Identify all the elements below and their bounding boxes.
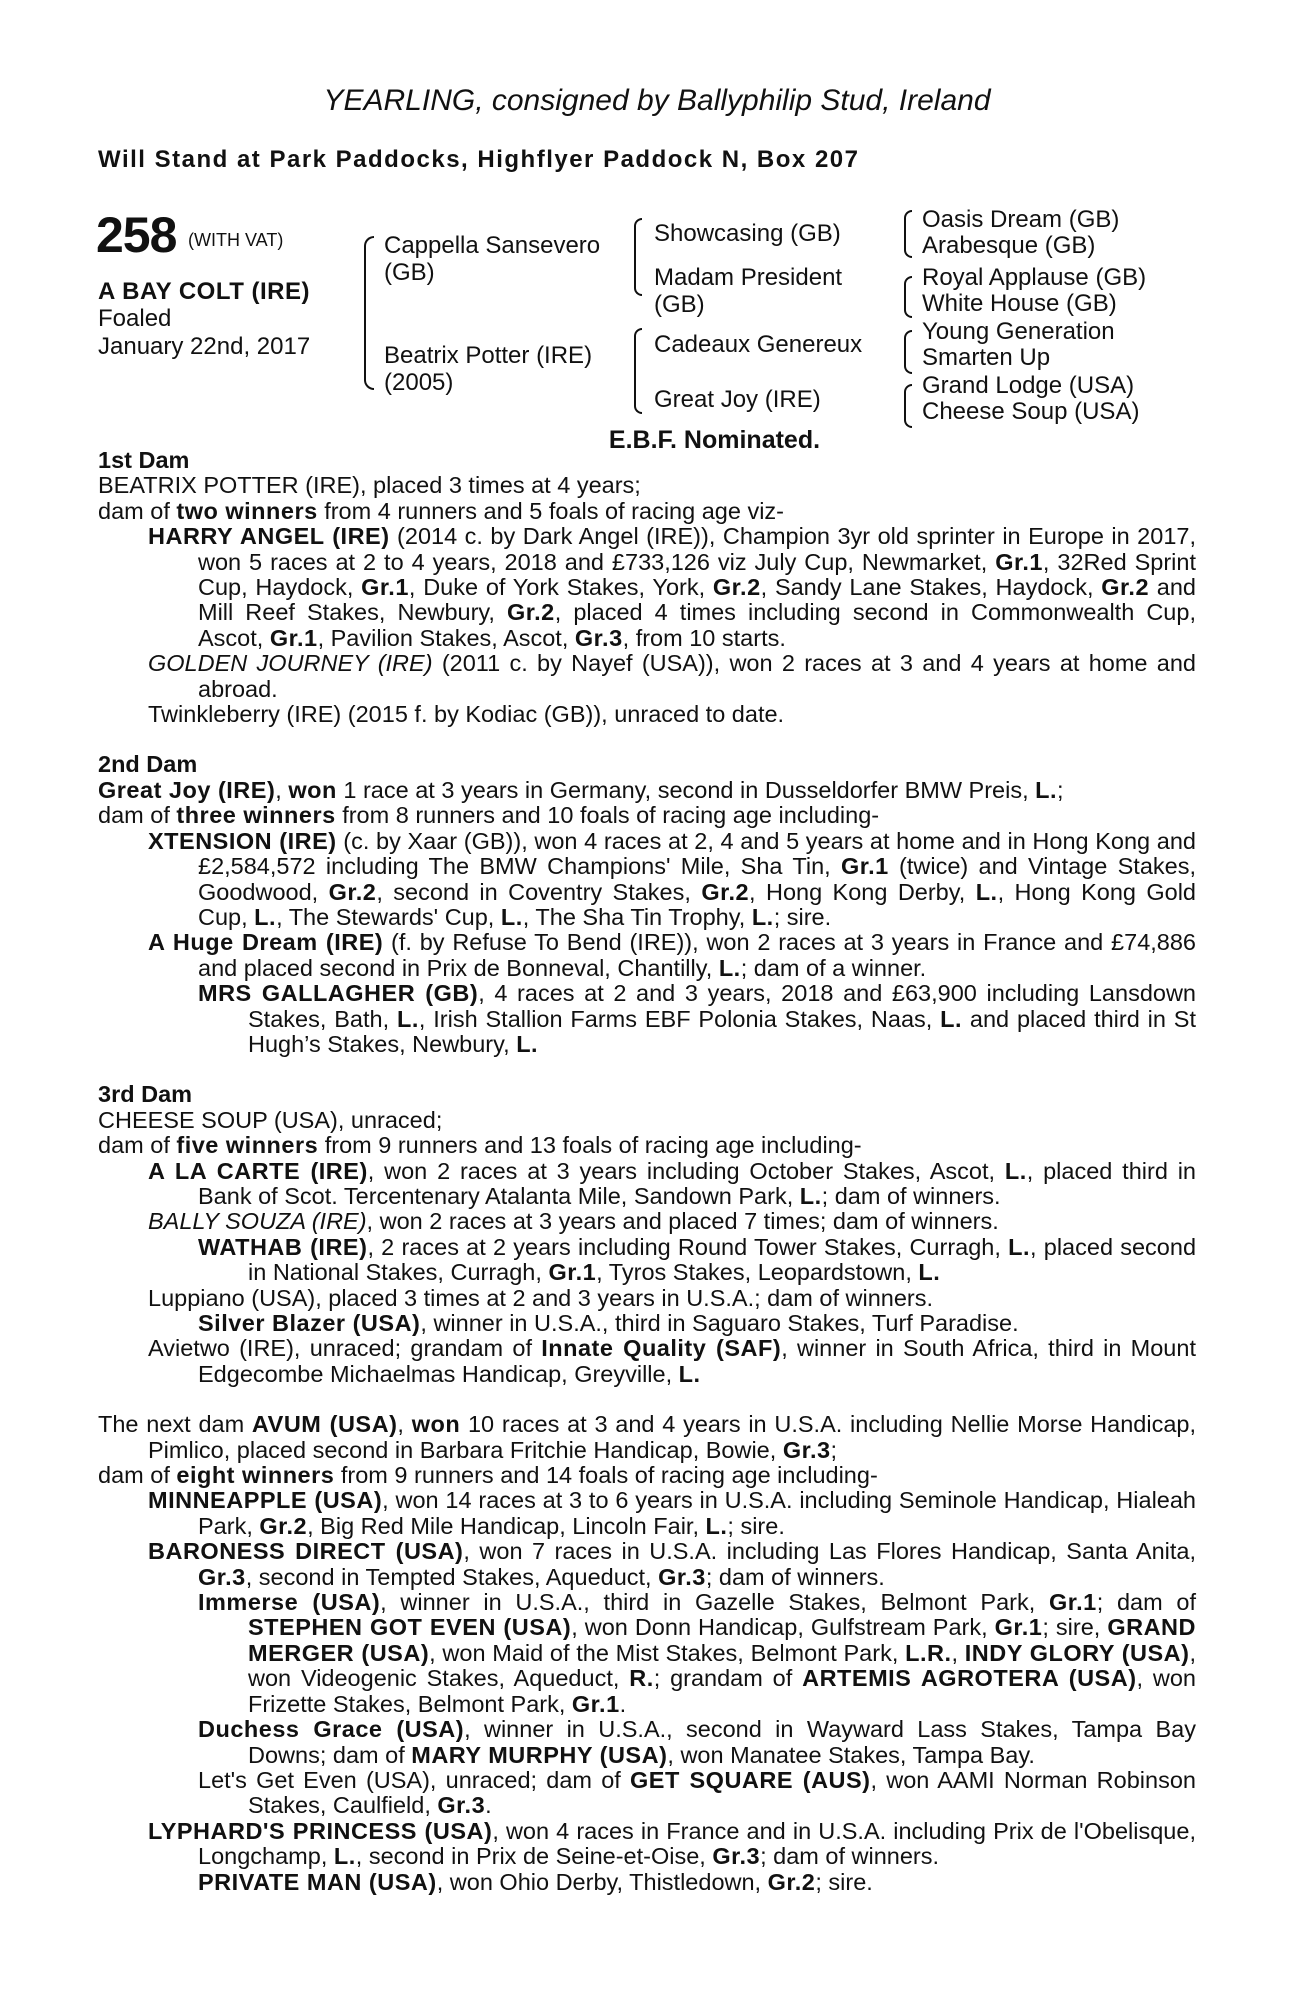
pedigree-dam xyxy=(384,342,592,396)
pedigree-g6: Smarten Up xyxy=(922,344,1051,371)
foaled-date: January 22nd, 2017 xyxy=(98,333,311,360)
pedigree-g2: Arabesque (GB) xyxy=(922,232,1096,259)
vat-label: (WITH VAT) xyxy=(188,230,284,250)
produce-entry: HARRY ANGEL (IRE) (2014 c. by Dark Angel (IRE)), Champion 3yr old sprinter in Europe in 2017, won 5 races at 2 to 4 years, 2018 and £733,126 viz July Cup, Newmarket, Gr.1, 32Red Sprint Cup, Haydock, Gr.1, Duke of York Stakes, York, Gr.2, Sandy Lane Stakes, Haydock, Gr.2 and Mill Reef Stakes, Newbury, Gr.2, placed 4 times including second in Commonwealth Cup, Ascot, Gr.1, Pavilion Stakes, Ascot, Gr.3, from 10 starts. xyxy=(148,523,1196,651)
brace-g34 xyxy=(904,276,912,318)
sire-dam-origin: (GB) xyxy=(654,291,705,318)
lot-number: 258 xyxy=(96,207,177,263)
brace-sire-dam xyxy=(364,236,374,390)
pedigree-sire xyxy=(384,232,600,286)
sire-dam-name: Madam President xyxy=(654,264,843,291)
brace-g56 xyxy=(904,330,912,374)
produce-entry: WATHAB (IRE), 2 races at 2 years including Round Tower Stakes, Curragh, L., placed second in National Stakes, Curragh, Gr.1, Tyros Stakes, Leopardstown, L. xyxy=(198,1233,1197,1286)
produce-entry: A Huge Dream (IRE) (f. by Refuse To Bend (IRE)), won 2 races at 3 years in France and £74,886 and placed second in Prix de Bonneval, Chantilly, L.; dam of a winner. xyxy=(148,929,1196,981)
produce-entry: Immerse (USA), winner in U.S.A., third in Gazelle Stakes, Belmont Park, Gr.1; dam of STEPHEN GOT EVEN (USA), won Donn Handicap, Gulfstream Park, Gr.1; sire, GRAND MERGER (USA), won Maid of the Mist Stakes, Belmont Park, L.R., INDY GLORY (USA), won Videogenic Stakes, Aqueduct, R.; grandam of ARTEMIS AGROTERA (USA), won Frizette Stakes, Belmont Park, Gr.1. xyxy=(198,1589,1197,1717)
pedigree-g5: Young Generation xyxy=(922,318,1115,345)
foaled-info xyxy=(98,305,310,361)
sire-origin: (GB) xyxy=(384,259,435,286)
produce-entry: Avietwo (IRE), unraced; grandam of Innate Quality (SAF), winner in South Africa, third in Mount Edgecombe Michaelmas Handicap, Greyville, L. xyxy=(148,1335,1196,1387)
produce-entry: GOLDEN JOURNEY (IRE) (2011 c. by Nayef (USA)), won 2 races at 3 and 4 years at home and abroad. xyxy=(148,650,1196,702)
lot-title: A BAY COLT (IRE) xyxy=(98,278,311,305)
produce-entry: Silver Blazer (USA), winner in U.S.A., third in Saguaro Stakes, Turf Paradise. xyxy=(198,1310,1019,1336)
produce-entry: MRS GALLAGHER (GB), 4 races at 2 and 3 years, 2018 and £63,900 including Lansdown Stakes, Bath, L., Irish Stallion Farms EBF Polonia Stakes, Naas, L. and placed third in St Hugh’s Stakes, Newbury, L. xyxy=(198,980,1197,1057)
produce-entry: Twinkleberry (IRE) (2015 f. by Kodiac (GB)), unraced to date. xyxy=(148,701,785,728)
next-dam-paragraph: The next dam AVUM (USA), won 10 races at 3 and 4 years in U.S.A. including Nellie Morse Handicap, Pimlico, placed second in Barbara Fritchie Handicap, Bowie, Gr.3; xyxy=(98,1411,1196,1463)
third-dam-heading: 3rd Dam xyxy=(98,1081,193,1108)
ebf-nominated: E.B.F. Nominated. xyxy=(608,426,821,454)
dam-name: Beatrix Potter (IRE) xyxy=(384,342,593,369)
produce-entry: BALLY SOUZA (IRE), won 2 races at 3 years and placed 7 times; dam of winners. xyxy=(148,1208,999,1235)
foaled-label: Foaled xyxy=(98,305,172,332)
consignment-line: YEARLING, consigned by Ballyphilip Stud, Ireland xyxy=(323,84,991,117)
brace-g12 xyxy=(904,210,912,258)
produce-entry: Let's Get Even (USA), unraced; dam of GET SQUARE (AUS), won AAMI Norman Robinson Stakes, Caulfield, Gr.3. xyxy=(198,1766,1196,1819)
pedigree-dam-sire: Cadeaux Genereux xyxy=(654,331,863,358)
sire-name: Cappella Sansevero xyxy=(384,232,601,259)
next-dam-paragraph: dam of eight winners from 9 runners and 14 foals of racing age including- xyxy=(98,1462,878,1489)
pedigree-g3: Royal Applause (GB) xyxy=(922,264,1147,291)
brace-dam xyxy=(634,328,642,414)
dam-year: (2005) xyxy=(384,369,454,396)
produce-entry: MINNEAPPLE (USA), won 14 races at 3 to 6 years in U.S.A. including Seminole Handicap, Hialeah Park, Gr.2, Big Red Mile Handicap, Lincoln Fair, L.; sire. xyxy=(148,1487,1196,1539)
third-dam-paragraph: dam of five winners from 9 runners and 13 foals of racing age including- xyxy=(98,1132,862,1159)
pedigree-sire-dam xyxy=(654,264,842,318)
stand-location: Will Stand at Park Paddocks, Highflyer Paddock N, Box 207 xyxy=(98,146,860,173)
first-dam-paragraph: BEATRIX POTTER (IRE), placed 3 times at 4 years; xyxy=(98,472,641,499)
pedigree-dam-dam: Great Joy (IRE) xyxy=(654,386,821,413)
brace-g78 xyxy=(904,384,912,428)
second-dam-paragraph: dam of three winners from 8 runners and 10 foals of racing age including- xyxy=(98,802,880,829)
third-dam-paragraph: CHEESE SOUP (USA), unraced; xyxy=(98,1106,443,1133)
produce-entry: XTENSION (IRE) (c. by Xaar (GB)), won 4 races at 2, 4 and 5 years at home and in Hong Kong and £2,584,572 including The BMW Champions' Mile, Sha Tin, Gr.1 (twice) and Vintage Stakes, Goodwood, Gr.2, second in Coventry Stakes, Gr.2, Hong Kong Derby, L., Hong Kong Gold Cup, L., The Stewards' Cup, L., The Sha Tin Trophy, L.; sire. xyxy=(148,827,1196,930)
pedigree-g8: Cheese Soup (USA) xyxy=(922,398,1140,425)
produce-entry: A LA CARTE (IRE), won 2 races at 3 years including October Stakes, Ascot, L., placed third in Bank of Scot. Tercentenary Atalanta Mile, Sandown Park, L.; dam of winners. xyxy=(148,1157,1196,1209)
produce-entry: BARONESS DIRECT (USA), won 7 races in U.S.A. including Las Flores Handicap, Santa Anita, Gr.3, second in Tempted Stakes, Aqueduct, Gr.3; dam of winners. xyxy=(148,1538,1196,1590)
catalogue-body xyxy=(98,448,1196,1895)
produce-entry: Duchess Grace (USA), winner in U.S.A., second in Wayward Lass Stakes, Tampa Bay Downs; dam of MARY MURPHY (USA), won Manatee Stakes, Tampa Bay. xyxy=(198,1716,1196,1768)
pedigree-sire-sire: Showcasing (GB) xyxy=(654,220,841,247)
second-dam-heading: 2nd Dam xyxy=(98,751,198,778)
pedigree-g4: White House (GB) xyxy=(922,290,1117,317)
produce-entry: LYPHARD'S PRINCESS (USA), won 4 races in France and in U.S.A. including Prix de l'Obelisque, Longchamp, L., second in Prix de Seine-et-Oise, Gr.3; dam of winners. xyxy=(148,1817,1196,1870)
pedigree-g7: Grand Lodge (USA) xyxy=(922,372,1135,399)
first-dam-heading: 1st Dam xyxy=(98,447,190,473)
first-dam-paragraph: dam of two winners from 4 runners and 5 foals of racing age viz- xyxy=(98,497,784,524)
brace-sire xyxy=(634,218,642,296)
pedigree-g1: Oasis Dream (GB) xyxy=(922,206,1120,233)
produce-entry: Luppiano (USA), placed 3 times at 2 and 3 years in U.S.A.; dam of winners. xyxy=(148,1284,934,1311)
second-dam-paragraph: Great Joy (IRE), won 1 race at 3 years in Germany, second in Dusseldorfer BMW Preis, L.; xyxy=(98,776,1064,803)
produce-entry: PRIVATE MAN (USA), won Ohio Derby, Thistledown, Gr.2; sire. xyxy=(198,1868,873,1895)
